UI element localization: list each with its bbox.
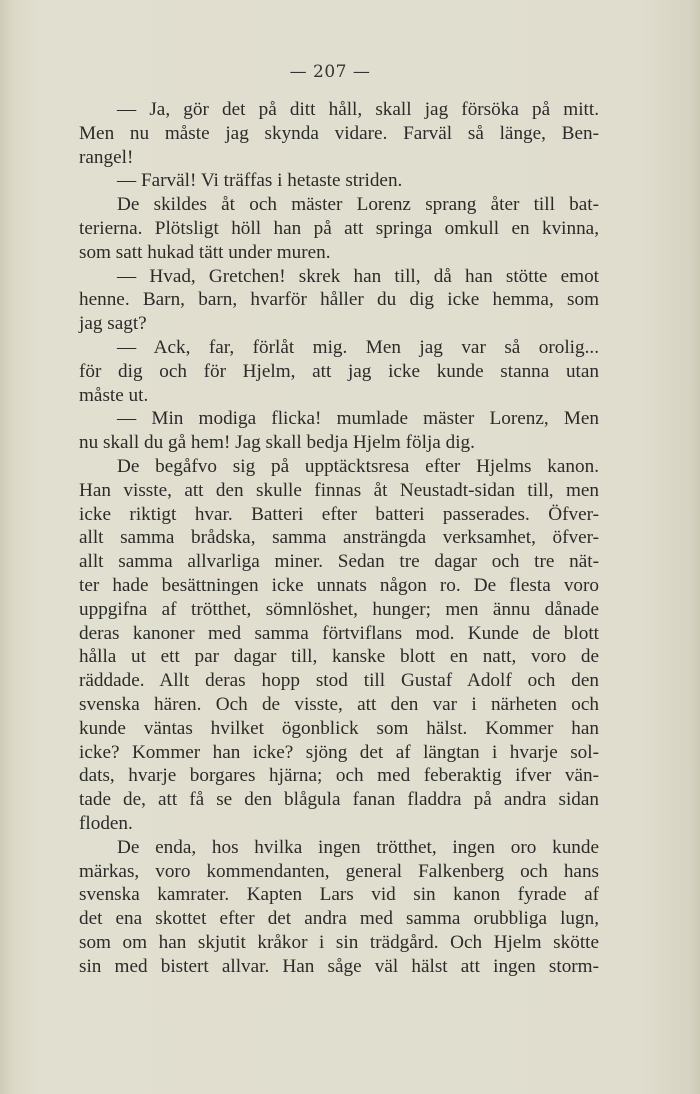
- text-line: — Ja, gör det på ditt håll, skall jag försöka på mitt.: [117, 99, 599, 120]
- text-line: dats, hvarje borgares hjärna; och med feberaktig ifver vän-: [79, 765, 599, 787]
- text-line: allt samma allvarliga miner. Sedan tre dagar och tre nät-: [79, 551, 599, 573]
- text-line: deras kanoner med samma förtviflans mod. Kunde de blott: [79, 622, 599, 644]
- text-line: icke riktigt hvar. Batteri efter batteri passerades. Öfver-: [79, 503, 599, 525]
- text-line: Men nu måste jag skynda vidare. Farväl så länge, Ben-: [79, 122, 599, 144]
- text-line: allt samma brådska, samma ansträngda verksamhet, öfver-: [79, 527, 599, 549]
- text-line: måste ut.: [79, 384, 149, 406]
- text-line: De enda, hos hvilka ingen trötthet, ingen oro kunde: [117, 836, 599, 858]
- text-line: sin med bistert allvar. Han såge väl hälst att ingen storm-: [79, 955, 599, 977]
- text-line: som om han skjutit kråkor i sin trädgård. Och Hjelm skötte: [79, 931, 599, 953]
- text-line: kunde väntas hvilket ögonblick som hälst. Kommer han: [79, 717, 599, 739]
- body-text: [79, 98, 599, 978]
- text-line: icke? Kommer han icke? sjöng det af längtan i hvarje sol-: [79, 741, 599, 763]
- text-line: det ena skottet efter det andra med samma orubbliga lugn,: [79, 908, 599, 930]
- text-line: Han visste, att den skulle finnas åt Neustadt-sidan till, men: [79, 479, 599, 501]
- text-line: tade de, att få se den blågula fanan fladdra på andra sidan: [79, 789, 599, 811]
- text-line: — Farväl! Vi träffas i hetaste striden.: [117, 170, 403, 192]
- text-line: — Ack, far, förlåt mig. Men jag var så orolig...: [117, 336, 599, 358]
- text-line: henne. Barn, barn, hvarför håller du dig icke hemma, som: [79, 289, 599, 311]
- text-line: som satt hukad tätt under muren.: [79, 241, 331, 263]
- text-line: De skildes åt och mäster Lorenz sprang åter till bat-: [117, 194, 599, 216]
- text-line: hålla ut ett par dagar till, kanske blott en natt, voro de: [79, 646, 599, 668]
- text-line: floden.: [79, 812, 133, 834]
- text-line: för dig och för Hjelm, att jag icke kunde stanna utan: [79, 360, 599, 382]
- text-line: terierna. Plötsligt höll han på att springa omkull en kvinna,: [79, 217, 599, 239]
- text-line: — Min modiga flicka! mumlade mäster Lorenz, Men: [117, 408, 599, 430]
- text-line: svenska hären. Och de visste, att den var i närheten och: [79, 693, 599, 715]
- text-line: rangel!: [79, 146, 134, 168]
- text-line: svenska kamrater. Kapten Lars vid sin kanon fyrade af: [79, 884, 599, 906]
- text-line: märkas, voro kommendanten, general Falkenberg och hans: [79, 860, 599, 882]
- text-line: räddade. Allt deras hopp stod till Gustaf Adolf och den: [79, 670, 599, 692]
- page-number: — 207 —: [289, 62, 371, 82]
- text-line: De begåfvo sig på upptäcktsresa efter Hjelms kanon.: [117, 455, 599, 477]
- text-line: uppgifna af trötthet, sömnlöshet, hunger; men ännu dånade: [79, 598, 599, 620]
- text-line: nu skall du gå hem! Jag skall bedja Hjelm följa dig.: [79, 432, 475, 454]
- text-line: ter hade besättningen icke unnats någon ro. De flesta voro: [79, 574, 599, 596]
- text-line: — Hvad, Gretchen! skrek han till, då han stötte emot: [117, 265, 599, 287]
- text-line: jag sagt?: [79, 313, 147, 335]
